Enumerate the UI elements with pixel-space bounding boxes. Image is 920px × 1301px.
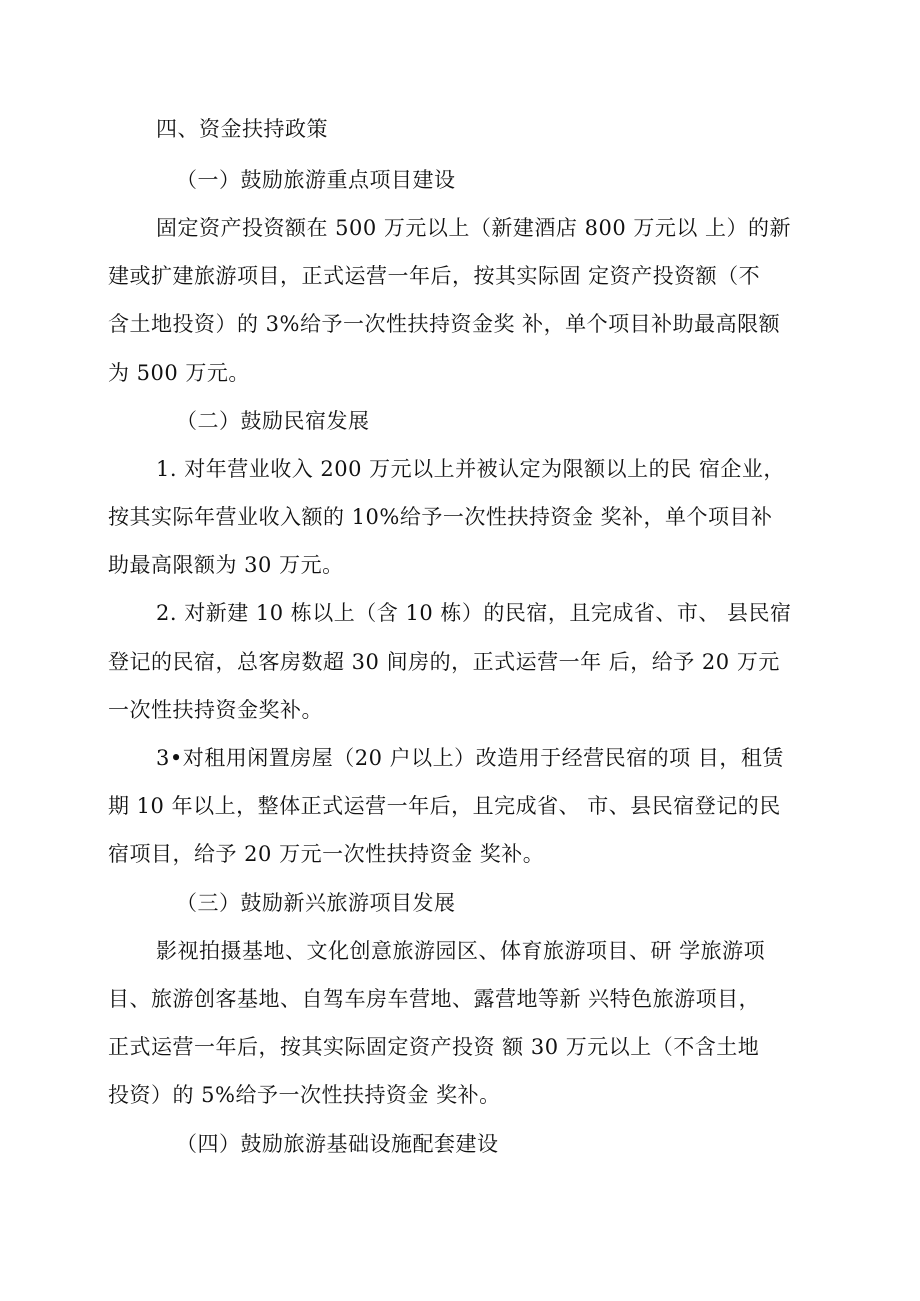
paragraph-line: 正式运营一年后，按其实际固定资产投资 额 30 万元以上（不含土地 <box>108 1035 760 1059</box>
subsection-heading-3: （三）鼓励新兴旅游项目发展 <box>176 891 456 915</box>
paragraph-line: 含土地投资）的 3%给予一次性扶持资金奖 补，单个项目补助最高限额 <box>108 312 781 336</box>
paragraph-line: 一次性扶持资金奖补。 <box>108 698 323 722</box>
paragraph-line: 影视拍摄基地、文化创意旅游园区、体育旅游项目、研 学旅游项 <box>156 939 766 963</box>
paragraph-line: 期 10 年以上，整体正式运营一年后，且完成省、 市、县民宿登记的民 <box>108 794 781 818</box>
section-title: 四、资金扶持政策 <box>156 117 328 141</box>
subsection-heading-4: （四）鼓励旅游基础设施配套建设 <box>176 1132 499 1156</box>
paragraph-line: 助最高限额为 30 万元。 <box>108 553 344 577</box>
paragraph-line: 目、旅游创客基地、自驾车房车营地、露营地等新 兴特色旅游项目， <box>108 987 761 1011</box>
paragraph-line: 2. 对新建 10 栋以上（含 10 栋）的民宿，且完成省、市、 县民宿 <box>156 601 792 625</box>
subsection-heading-1: （一）鼓励旅游重点项目建设 <box>176 168 456 192</box>
paragraph-line: 固定资产投资额在 500 万元以上（新建酒店 800 万元以 上）的新 <box>156 216 792 240</box>
subsection-heading-2: （二）鼓励民宿发展 <box>176 409 370 433</box>
paragraph-line: 投资）的 5%给予一次性扶持资金 奖补。 <box>108 1083 501 1107</box>
paragraph-line: 宿项目，给予 20 万元一次性扶持资金 奖补。 <box>108 842 545 866</box>
paragraph-line: 1. 对年营业收入 200 万元以上并被认定为限额以上的民 宿企业， <box>156 457 785 481</box>
paragraph-line: 为 500 万元。 <box>108 361 250 385</box>
paragraph-line: 登记的民宿，总客房数超 30 间房的，正式运营一年 后，给予 20 万元 <box>108 650 780 674</box>
paragraph-line: 3•对租用闲置房屋（20 户以上）改造用于经营民宿的项 目，租赁 <box>156 746 784 770</box>
paragraph-line: 按其实际年营业收入额的 10%给予一次性扶持资金 奖补，单个项目补 <box>108 505 773 529</box>
paragraph-line: 建或扩建旅游项目，正式运营一年后，按其实际固 定资产投资额（不 <box>108 264 761 288</box>
